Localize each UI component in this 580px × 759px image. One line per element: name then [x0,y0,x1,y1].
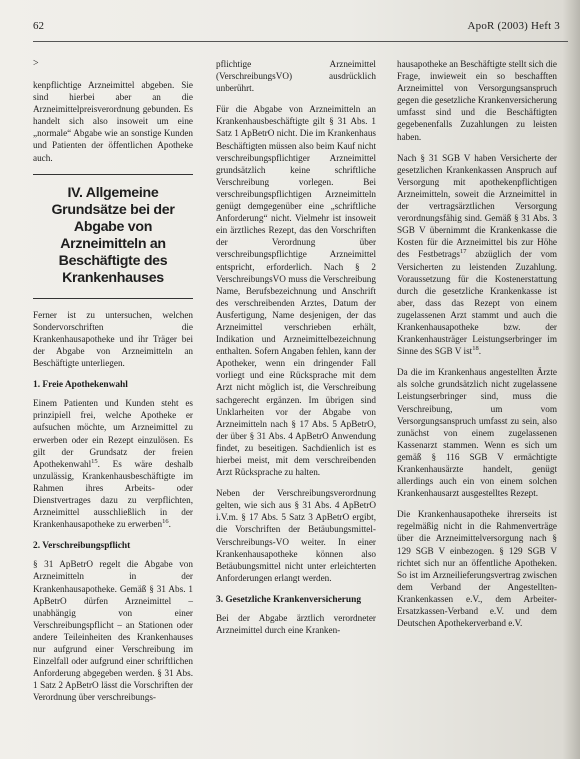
paragraph-text: Für die Abgabe von Arzneimitteln an Krankenhausbeschäftigte gilt § 31 Abs. 1 Satz 1 ApBetrO nicht. Die im Krankenhaus Beschäftigten müssen also beim Kauf nicht verschreibungspflichtiger Arzneimittel grundsätzlich keine schriftliche Verschreibung vorlegen. Bei verschreibungspflichtigen Arzneimitteln genügt demgegenüber eine „schriftliche Anforderung“ nicht. Vielmehr ist insoweit ein ärztliches Rezept, das den Vorschriften der Verordnung über verschreibungspflichtige Arzneimittel entspricht, erforderlich. Nach § 2 VerschreibungsVO muss die Verschreibung Name, Berufsbezeichnung und Anschrift des verschreibenden Arztes, Datum der Ausfertigung, Name desjenigen, der das Arzneimittel verschrieben erhält, Indikation und Arzneimittelbezeichnung enthalten. Sofern Angaben fehlen, kann der Apotheker, wenn ein dringender Fall vorliegt und eine Rücksprache mit dem Arzt nicht möglich ist, die Verschreibung sachgerecht ergänzen. Im übrigen sind Unklarheiten vor der Abgabe von Arzneimitteln nach § 17 Abs. 5 ApBetrO, der über § 31 Abs. 4 ApBetrO Anwendung findet, zu beseitigen. Sachdienlich ist es hierbei meist, mit dem verschreibenden Arzt Rücksprache zu halten. [216,104,376,478]
paragraph-text: hausapotheke an Beschäftigte stellt sich die Frage, inwieweit ein so beschafften Arzneimittel von Versorgungsanspruch gegen die gesetzliche Krankenversicherung umfasst sind und die Beschäftigten gegebenenfalls Zuzahlungen zu leisten haben. [397,59,557,142]
footnote-ref: 15 [91,457,98,465]
text-column-right [397,58,557,629]
paragraph-text: Die Krankenhausapotheke ihrerseits ist regelmäßig nicht in die Rahmenverträge über die Arzneimittelversorgung nach § 129 SGB V einbezogen. § 129 SGB V richtet sich nur an öffentliche Apotheken. So ist im Arzneilieferungsvertrag zwischen dem Verband der Angestellten-Krankenkassen e.V., dem Arbeiter-Ersatzkassen-Verband e.V. und dem Deutschen Apothekerverband e.V. [397,509,557,629]
paragraph [216,487,376,584]
paragraph [33,79,193,164]
section-heading [33,174,193,299]
section-title: IV. Allgemeine Grundsätze bei der Abgabe von Arzneimitteln an Beschäftigte des Krankenhauses [51,184,175,286]
continuation-mark: > [33,58,39,69]
footnote-ref: 16 [162,518,169,526]
paragraph-text: abzüglich der vom Versicherten zu leistenden Zuzahlung. Voraussetzung für die Kostenerstattung durch die gesetzliche Krankenkasse ist aber, dass das Rezept von einem zugelassenen Arzt stammt und auch die Krankenhausapotheke bzw. der Krankenhausträger Leistungserbringer im Sinne des SGB V ist [397,249,557,357]
page-number: 62 [33,20,44,32]
paragraph-text: . Es wäre deshalb unzulässig, Krankenhausbeschäftigte im Rahmen ihres Arbeits- oder Dienstvertrages dazu zu verpflichten, Arzneimittel ausschließlich in der Krankenhausapotheke zu erwerben [33,458,193,530]
footnote-ref: 17 [460,248,467,256]
subsection-heading: 2. Verschreibungspflicht [33,541,131,552]
paragraph-text: . [478,346,482,357]
subsection-heading: 3. Gesetzliche Krankenversicherung [216,594,362,605]
paragraph-text: Einem Patienten und Kunden steht es prinzipiell frei, welche Apotheke er aufsuchen möchte, um Arzneimittel zu erwerben oder ein Rezept einzulösen. Es gilt der Grundsatz der freien Apothekenwahl [33,398,193,469]
text-column-left [33,58,193,703]
paragraph [397,508,557,629]
footnote-ref: 18 [472,345,479,353]
paragraph [216,58,376,94]
paragraph-text: kenpflichtige Arzneimittel abgeben. Sie sind hierbei aber an die Arzneimittelpreisverordnung gebunden. Es handelt sich also insoweit um eine „normale“ Abgabe wie an sonstige Kunden und Patienten der öffentlichen Apotheke auch. [33,80,193,163]
paragraph-text: Ferner ist zu untersuchen, welchen Sondervorschriften die Krankenhausapotheke und ihr Träger bei der Abgabe von Arzneimitteln an Beschäftigte unterliegen. [33,309,193,369]
text-column-middle [216,58,376,636]
paragraph-text: Nach § 31 SGB V haben Versicherte der gesetzlichen Krankenkassen Anspruch auf Versorgung mit apothekenpflichtigen Arzneimitteln, soweit die Arzneimittel in der vertragsärztlichen Versorgung verordnungsfähig sind. Gemäß § 31 Abs. 3 SGB V übernimmt die Krankenkasse die Kosten für die Arzneimittel bis zur Höhe des Festbetrags [397,152,557,260]
paragraph-text: pflichtige Arzneimittel (VerschreibungsVO) ausdrücklich unberührt. [216,59,376,94]
paragraph-text: § 31 ApBetrO regelt die Abgabe von Arzneimitteln in der Krankenhausapotheke. Gemäß § 31 Abs. 1 ApBetrO dürfen Arzneimittel – unabhängig von einer Verschreibungspflicht – an Stationen oder andere Teileinheiten des Krankenhauses nur aufgrund einer Verschreibung im Einzelfall oder aufgrund einer schriftlichen Anforderung abgegeben werden. § 31 Abs. 1 Satz 2 ApBetrO lässt die Vorschriften der Verordnung über verschreibungs- [33,559,193,703]
paragraph [397,366,557,499]
journal-running-head: ApoR (2003) Heft 3 [467,20,560,32]
paragraph [216,103,376,478]
paragraph-text: Neben der Verschreibungsverordnung gelten, wie sich aus § 31 Abs. 4 ApBetrO i.V.m. § 17 Abs. 5 Satz 3 ApBetrO ergibt, die Vorschriften der Betäubungsmittel-Verschreibungs-VO weiter. In einer Krankenhausapotheke können also Betäubungsmittel nicht unter erleichterten Anforderungen erlangt werden. [216,488,376,583]
header-rule [33,41,568,42]
paragraph-text: Da die im Krankenhaus angestellten Ärzte als solche grundsätzlich nicht zugelassene Leistungserbringer sind, muss die Verschreibung, um vom Versorgungsanspruch umfasst zu sein, also zunächst von einem zugelassenen Kassenarzt stammen. Wenn es sich um gemäß § 116 SGB V ermächtigte Krankenhausärzte handelt, genügt allerdings auch ein von einem solchen Krankenhausarzt ausgestelltes Rezept. [397,367,557,499]
subsection-heading: 1. Freie Apothekenwahl [33,380,128,391]
paragraph [397,152,557,358]
paragraph [216,612,376,636]
paragraph [33,309,193,369]
paragraph [33,397,193,530]
paragraph [397,58,557,143]
paragraph [33,558,193,703]
paragraph-text: Bei der Abgabe ärztlich verordneter Arzneimittel durch eine Kranken- [216,613,376,636]
paragraph-text: . [168,519,171,530]
